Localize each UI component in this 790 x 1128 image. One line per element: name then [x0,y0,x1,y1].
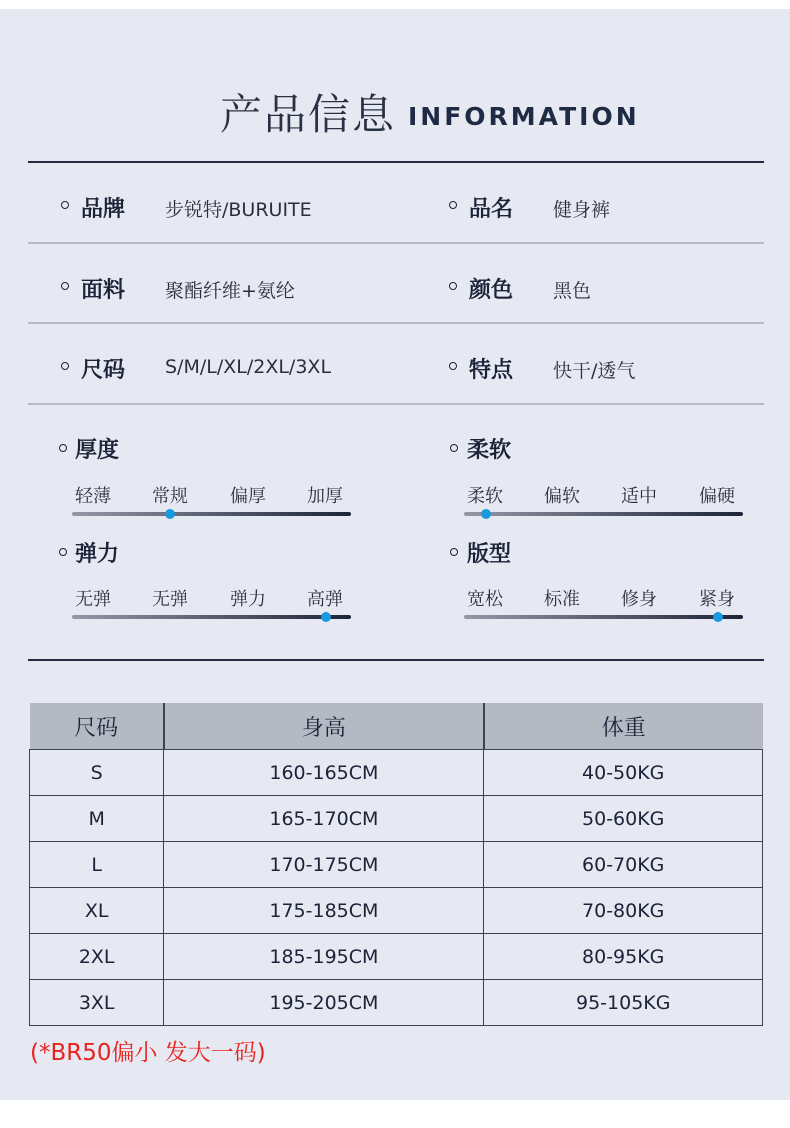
product-name-label: 品名 [469,197,514,222]
table-row [30,796,763,842]
scale-tick-label: 常规 [152,486,188,507]
table-row [30,980,763,1026]
size-cell: L [30,842,164,888]
bullet-icon [61,282,69,290]
color-value: 黑色 [553,280,592,302]
info-row-brand [0,186,790,226]
height-cell: 165-170CM [164,796,484,842]
weight-cell: 70-80KG [484,888,763,934]
weight-cell: 40-50KG [484,750,763,796]
column-header-size: 尺码 [30,703,164,750]
table-header-row [30,703,763,750]
height-cell: 170-175CM [164,842,484,888]
bullet-icon [449,282,457,290]
divider [28,322,764,324]
table-row [30,934,763,980]
divider-top [28,161,764,163]
bullet-icon [59,444,67,452]
softness-scale-track [464,512,743,516]
thickness-scale-indicator [165,509,175,519]
bullet-icon [449,362,457,370]
softness-label: 柔软 [467,438,512,463]
weight-cell: 60-70KG [484,842,763,888]
scale-tick-label: 加厚 [307,486,343,507]
scale-tick-label: 无弹 [152,589,188,610]
size-chart-table [29,703,763,1026]
scale-tick-label: 适中 [621,486,657,507]
divider-bottom [28,659,764,661]
scale-tick-label: 偏厚 [230,486,266,507]
fabric-value: 聚酯纤维+氨纶 [165,280,295,302]
scale-tick-label: 轻薄 [75,486,111,507]
scale-tick-label: 高弹 [307,589,343,610]
weight-cell: 95-105KG [484,980,763,1026]
fit-scale-track [464,615,743,619]
info-row-fabric [0,267,790,307]
feature-value: 快干/透气 [553,360,636,382]
thickness-scale-track [72,512,351,516]
weight-cell: 50-60KG [484,796,763,842]
height-cell: 195-205CM [164,980,484,1026]
bullet-icon [449,201,457,209]
scale-tick-label: 修身 [621,589,657,610]
scale-tick-label: 宽松 [467,589,503,610]
height-cell: 175-185CM [164,888,484,934]
size-cell: M [30,796,164,842]
size-cell: 2XL [30,934,164,980]
fabric-label: 面料 [81,278,126,303]
bullet-icon [450,444,458,452]
title-chinese: 产品信息 [220,90,397,139]
scale-tick-label: 偏硬 [699,486,735,507]
feature-label: 特点 [469,358,514,383]
scale-tick-label: 紧身 [699,589,735,610]
brand-label: 品牌 [81,197,126,222]
scale-tick-label: 标准 [544,589,580,610]
size-value: S/M/L/XL/2XL/3XL [165,356,332,378]
product-name-value: 健身裤 [553,199,611,221]
size-cell: 3XL [30,980,164,1026]
column-header-height: 身高 [164,703,484,750]
divider [28,242,764,244]
sizing-note: (*BR50偏小 发大一码) [30,1040,266,1066]
elasticity-scale-indicator [321,612,331,622]
divider [28,403,764,405]
size-label: 尺码 [81,358,126,383]
height-cell: 185-195CM [164,934,484,980]
bullet-icon [61,201,69,209]
table-row [30,750,763,796]
size-cell: XL [30,888,164,934]
bullet-icon [61,362,69,370]
bullet-icon [59,548,67,556]
brand-value: 步锐特/BURUITE [165,199,312,221]
thickness-label: 厚度 [75,438,120,463]
section-title [0,82,790,142]
fit-label: 版型 [467,542,512,567]
scale-tick-label: 无弹 [75,589,111,610]
table-row [30,888,763,934]
bullet-icon [450,548,458,556]
scale-tick-label: 偏软 [544,486,580,507]
table-row [30,842,763,888]
scale-tick-label: 弹力 [230,589,266,610]
size-cell: S [30,750,164,796]
scale-tick-label: 柔软 [467,486,503,507]
elasticity-label: 弹力 [75,542,120,567]
info-row-size [0,347,790,387]
fit-scale-indicator [713,612,723,622]
color-label: 颜色 [469,278,514,303]
height-cell: 160-165CM [164,750,484,796]
title-english: INFORMATION [408,102,640,131]
weight-cell: 80-95KG [484,934,763,980]
column-header-weight: 体重 [484,703,763,750]
elasticity-scale-track [72,615,351,619]
